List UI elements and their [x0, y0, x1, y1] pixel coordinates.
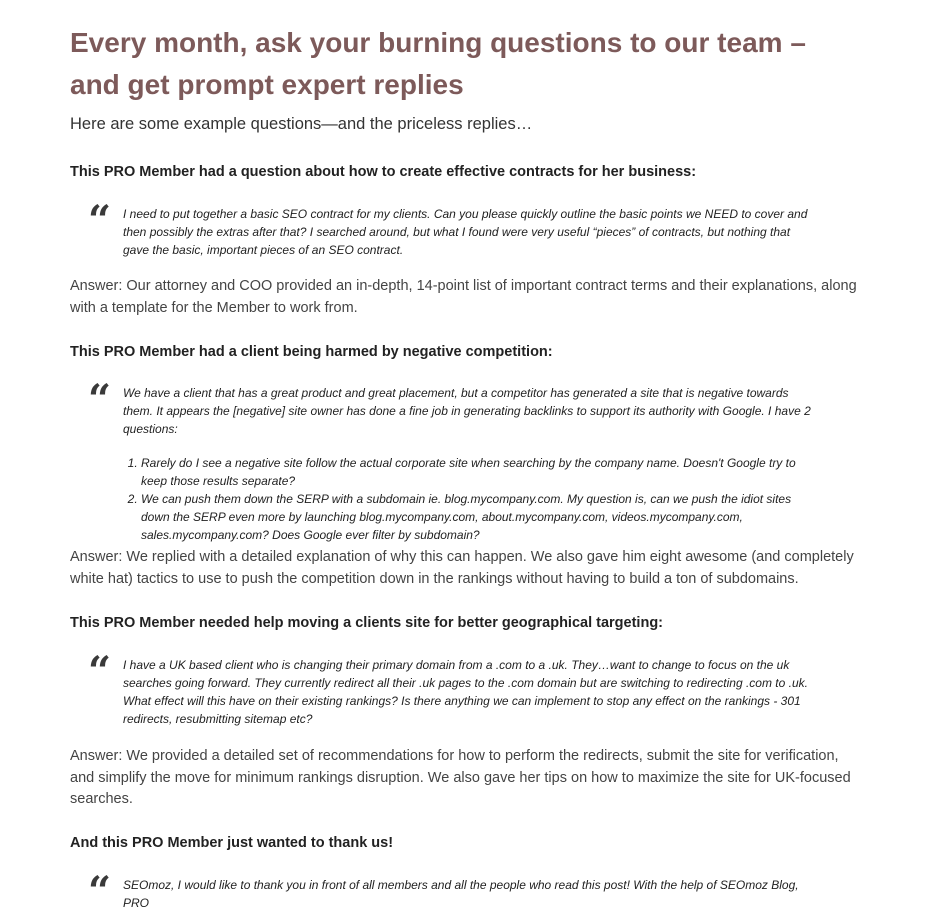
answer-text: Answer: We provided a detailed set of recommendations for how to perform the redirects, submit the site for verification, and simplify the move for minimum rankings disruption. We also gave her tips on how to maximize the site for UK-focused searches.: [70, 748, 851, 807]
quote-mark-icon: “: [88, 197, 112, 244]
quote-text: I have a UK based client who is changing their primary domain from a .com to a .uk. They…want to change to focus on the uk searches going forward. They currently redirect all their .uk pages to the .com domain but are switching to redirecting .com to .uk. What effect will this have on their existing rankings? Is there anything we can implement to stop any effect on the rankings - 301 redirects, resubmitting sitemap etc?: [123, 658, 808, 726]
section-heading: This PRO Member had a client being harmed by negative competition:: [70, 344, 553, 360]
answer-text: Answer: We replied with a detailed explanation of why this can happen. We also gave him eight awesome (and completely white hat) tactics to use to push the competition down in the rankings without having to build a ton of subdomains.: [70, 549, 854, 587]
blockquote: [88, 648, 818, 728]
quote-text: SEOmoz, I would like to thank you in front of all members and all the people who read this post! With the help of SEOmoz Blog, PRO: [123, 878, 799, 910]
list-item: 1. Rarely do I see a negative site follow the actual corporate site when searching by the company name. Doesn't Google try to keep those results separate?: [141, 454, 818, 490]
quote-list: [123, 454, 818, 544]
section-heading: This PRO Member needed help moving a clients site for better geographical targeting:: [70, 615, 663, 631]
page-subtitle: Here are some example questions—and the priceless replies…: [70, 115, 533, 133]
section-heading: And this PRO Member just wanted to thank us!: [70, 835, 394, 851]
answer-text: Answer: Our attorney and COO provided an in-depth, 14-point list of important contract terms and their explanations, along with a template for the Member to work from.: [70, 278, 857, 316]
list-item: 2. We can push them down the SERP with a subdomain ie. blog.mycompany.com. My question is, can we push the idiot sites down the SERP even more by launching blog.mycompany.com, about.mycompany.com, videos.mycompany.com, sales.mycompany.com? Does Google ever filter by subdomain?: [141, 490, 818, 544]
blockquote: [88, 197, 818, 259]
section-heading: This PRO Member had a question about how to create effective contracts for her business:: [70, 164, 697, 180]
blockquote: [88, 376, 818, 544]
quote-text: We have a client that has a great product and great placement, but a competitor has generated a site that is negative towards them. It appears the [negative] site owner has done a fine job in generating backlinks to support its authority with Google. I have 2 questions:: [123, 386, 811, 436]
quote-mark-icon: “: [88, 648, 112, 695]
blockquote: [88, 868, 818, 915]
quote-mark-icon: “: [88, 868, 112, 915]
page-title: Every month, ask your burning questions to our team – and get prompt expert replies: [70, 27, 806, 100]
quote-text: I need to put together a basic SEO contract for my clients. Can you please quickly outline the basic points we NEED to cover and then possibly the extras after that? I searched around, but what I found were very useful “pieces” of contracts, but nothing that gave the basic, important pieces of an SEO contract.: [123, 207, 808, 257]
quote-mark-icon: “: [88, 376, 112, 423]
